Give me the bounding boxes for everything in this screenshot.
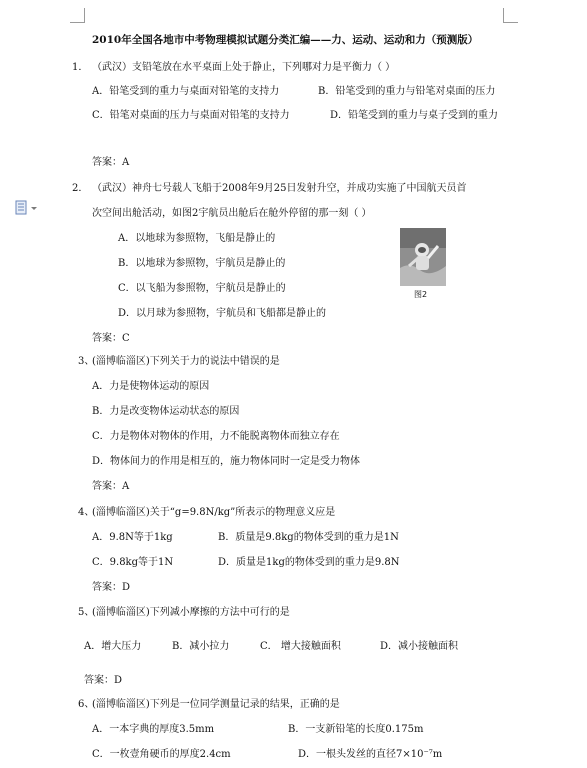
q3-option-d: D．物体间力的作用是相互的，施力物体同时一定是受力物体 xyxy=(92,456,361,467)
q4-answer: 答案：D xyxy=(92,582,131,593)
q5-option-c: C． 增大接触面积 xyxy=(260,641,341,652)
document-title: 2010年全国各地市中考物理模拟试题分类汇编——力、运动、运动和力（预测版） xyxy=(92,34,479,46)
q2-stem-line2: 次空间出舱活动，如图2宇航员出舱后在舱外停留的那一刻（ ） xyxy=(92,208,372,219)
q3-number: 3、 xyxy=(78,356,95,367)
q5-option-a: A．增大压力 xyxy=(84,641,142,652)
q2-option-d: D．以月球为参照物，宇航员和飞船都是静止的 xyxy=(118,308,327,319)
q2-stem-line1: （武汉）神舟七号载人飞船于2008年9月25日发射升空，并成功实施了中国航天员首 xyxy=(92,183,467,194)
q6-option-d: D．一根头发丝的直径7×10⁻⁷m xyxy=(298,749,443,760)
q4-option-c: C．9.8kg等于1N xyxy=(92,557,174,568)
q3-option-b: B．力是改变物体运动状态的原因 xyxy=(92,406,240,417)
q3-stem: (淄博临淄区)下列关于力的说法中错误的是 xyxy=(92,356,280,367)
q3-answer: 答案：A xyxy=(92,481,130,492)
page-corner-mark-top-left xyxy=(70,8,85,23)
q4-stem: (淄博临淄区)关于“g=9.8N/kg”所表示的物理意义应是 xyxy=(92,507,336,518)
q1-answer: 答案：A xyxy=(92,157,130,168)
q4-number: 4、 xyxy=(78,507,95,518)
q2-option-a: A．以地球为参照物，飞船是静止的 xyxy=(118,233,276,244)
q5-number: 5、 xyxy=(78,607,95,618)
q1-number: 1． xyxy=(72,62,89,73)
q4-option-d: D．质量是1kg的物体受到的重力是9.8N xyxy=(218,557,400,568)
q5-option-b: B．减小拉力 xyxy=(172,641,230,652)
astronaut-figure-image xyxy=(400,228,446,286)
q5-answer: 答案：D xyxy=(84,675,123,686)
q3-option-c: C．力是物体对物体的作用，力不能脱离物体而独立存在 xyxy=(92,431,340,442)
q2-number: 2． xyxy=(72,183,89,194)
q4-option-b: B．质量是9.8kg的物体受到的重力是1N xyxy=(218,532,399,543)
page-corner-mark-top-right xyxy=(503,8,518,23)
q6-number: 6、 xyxy=(78,699,95,710)
figure-2-caption: 图2 xyxy=(414,290,428,299)
q4-option-a: A．9.8N等于1kg xyxy=(92,532,173,543)
q6-option-c: C．一枚壹角硬币的厚度2.4cm xyxy=(92,749,231,760)
q2-option-b: B．以地球为参照物，宇航员是静止的 xyxy=(118,258,286,269)
q2-option-c: C．以飞船为参照物，宇航员是静止的 xyxy=(118,283,286,294)
q1-stem: （武汉）支铅笔放在水平桌面上处于静止，下列哪对力是平衡力（ ） xyxy=(92,62,396,73)
q3-option-a: A．力是使物体运动的原因 xyxy=(92,381,210,392)
q5-option-d: D．减小接触面积 xyxy=(380,641,459,652)
document-options-icon[interactable] xyxy=(14,200,44,216)
q6-option-a: A．一本字典的厚度3.5mm xyxy=(92,724,215,735)
q1-option-b: B．铅笔受到的重力与铅笔对桌面的压力 xyxy=(318,86,496,97)
q6-stem: (淄博临淄区)下列是一位同学测量记录的结果，正确的是 xyxy=(92,699,340,710)
q6-option-b: B．一支新铅笔的长度0.175m xyxy=(288,724,424,735)
q1-option-d: D．铅笔受到的重力与桌子受到的重力 xyxy=(330,110,499,121)
q1-option-c: C．铅笔对桌面的压力与桌面对铅笔的支持力 xyxy=(92,110,290,121)
q5-stem: (淄博临淄区)下列减小摩擦的方法中可行的是 xyxy=(92,607,290,618)
q1-option-a: A．铅笔受到的重力与桌面对铅笔的支持力 xyxy=(92,86,280,97)
q2-answer: 答案：C xyxy=(92,333,130,344)
